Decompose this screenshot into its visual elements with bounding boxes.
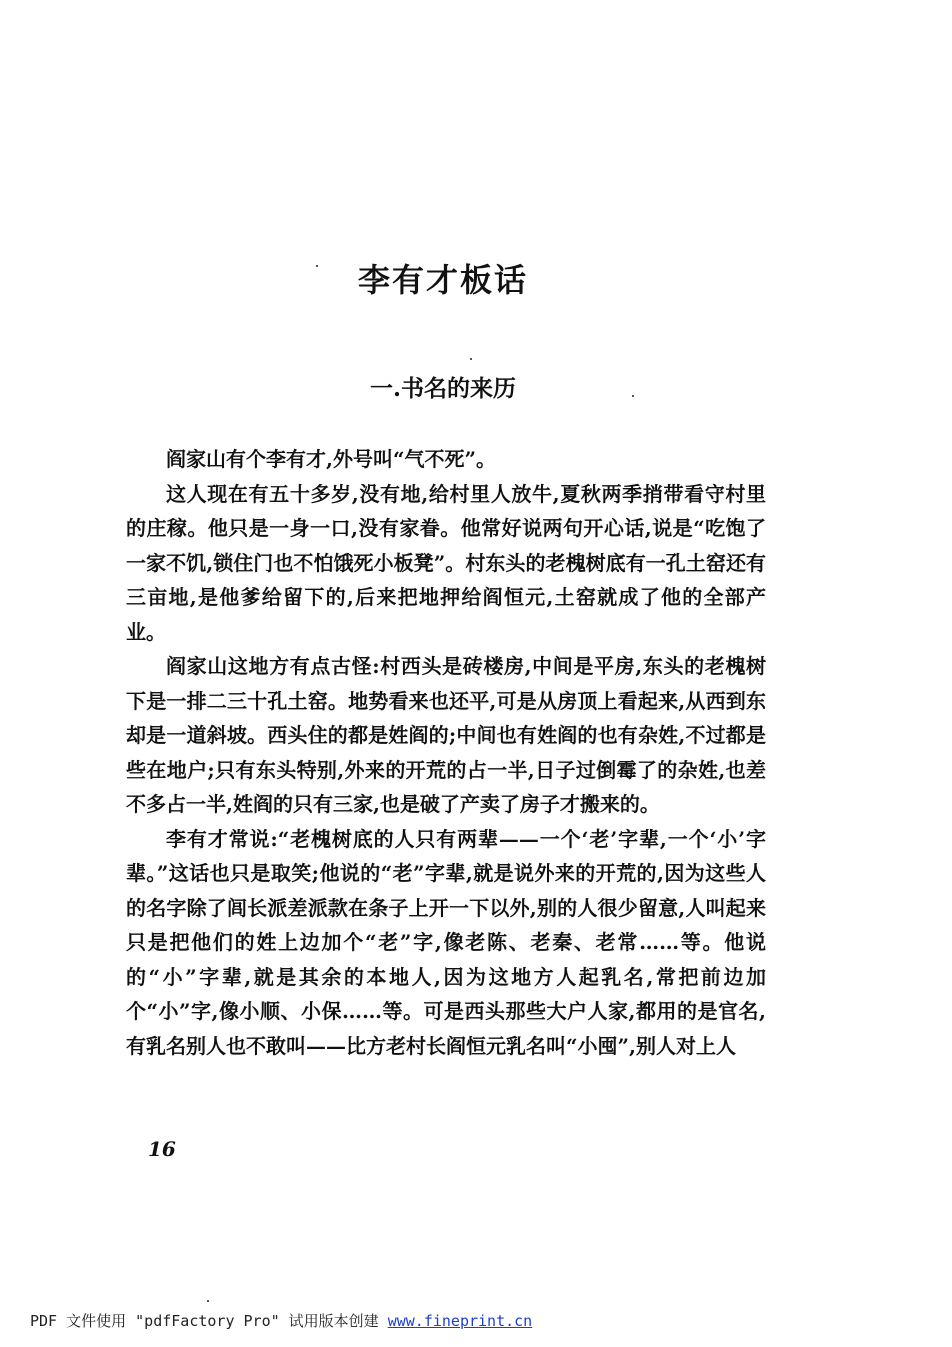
scan-speck: [632, 395, 634, 397]
pdf-footer: [30, 1310, 532, 1331]
scan-speck: [470, 358, 472, 360]
scan-speck: [316, 265, 318, 267]
page-number: 16: [148, 1137, 176, 1161]
scan-speck: [207, 1300, 209, 1302]
book-title: 李有才板话: [357, 261, 528, 299]
paragraph: 李有才常说:“老槐树底的人只有两辈——一个‘老’字辈,一个‘小’字辈。”这话也只是取笑;他说的“老”字辈,就是说外来的开荒的,因为这些人的名字除了闾长派差派款在条子上开一下以外,别的人很少留意,人叫起来只是把他们的姓上边加个“老”字,像老陈、老秦、老常……等。他说的“小”字辈,就是其余的本地人,因为这地方人起乳名,常把前边加个“小”字,像小顺、小保……等。可是西头那些大户人家,都用的是官名,有乳名别人也不敢叫——比方老村长阎恒元乳名叫“小囤”,别人对上人: [126, 826, 766, 1058]
paragraph: 阎家山有个李有才,外号叫“气不死”。: [166, 447, 496, 471]
footer-link[interactable]: www.fineprint.cn: [387, 1312, 533, 1330]
chapter-title: 一.书名的来历: [369, 375, 516, 402]
paragraph: 这人现在有五十多岁,没有地,给村里人放牛,夏秋两季捎带看守村里的庄稼。他只是一身一口,没有家眷。他常好说两句开心话,说是“吃饱了一家不饥,锁住门也不怕饿死小板凳”。村东头的老槐树底有一孔土窑还有三亩地,是他爹给留下的,后来把地押给阎恒元,土窑就成了他的全部产业。: [126, 481, 766, 644]
footer-text: PDF 文件使用 "pdfFactory Pro" 试用版本创建: [30, 1312, 388, 1330]
body-text: [126, 442, 766, 1063]
paragraph: 阎家山这地方有点古怪:村西头是砖楼房,中间是平房,东头的老槐树下是一排二三十孔土窑。地势看来也还平,可是从房顶上看起来,从西到东却是一道斜坡。西头住的都是姓阎的;中间也有姓阎的也有杂姓,不过都是些在地户;只有东头特别,外来的开荒的占一半,日子过倒霉了的杂姓,也差不多占一半,姓阎的只有三家,也是破了产卖了房子才搬来的。: [126, 654, 766, 816]
